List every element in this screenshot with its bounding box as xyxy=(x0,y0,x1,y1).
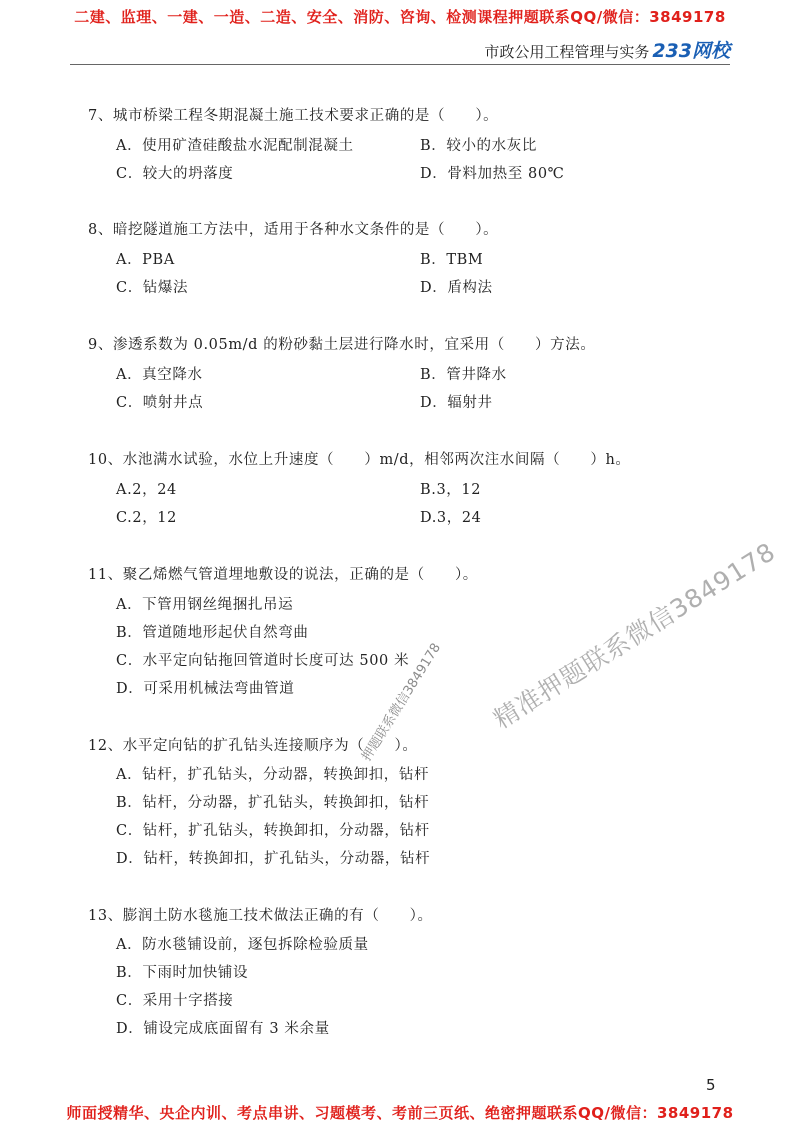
question-stem: 9、渗透系数为 0.05m/d 的粉砂黏土层进行降水时，宜采用（ ）方法。 xyxy=(88,337,596,353)
option-b: B．管道随地形起伏自然弯曲 xyxy=(116,625,309,641)
option-b: B．钻杆，分动器，扩孔钻头，转换卸扣，钻杆 xyxy=(116,795,430,811)
option-c: C．较大的坍落度 xyxy=(116,166,234,182)
option-d: D．钻杆，转换卸扣，扩孔钻头，分动器，钻杆 xyxy=(116,851,431,867)
option-b: B.3，12 xyxy=(420,482,482,498)
watermark-small: 押题联系微信3849178 xyxy=(359,640,445,764)
option-c: C．水平定向钻拖回管道时长度可达 500 米 xyxy=(116,653,410,669)
option-d: D.3，24 xyxy=(420,510,482,526)
question-stem: 7、城市桥梁工程冬期混凝土施工技术要求正确的是（ ）。 xyxy=(88,108,499,124)
option-a: A．真空降水 xyxy=(116,367,203,383)
option-d: D．可采用机械法弯曲管道 xyxy=(116,681,295,697)
option-c: C．喷射井点 xyxy=(116,395,204,411)
question-stem: 12、水平定向钻的扩孔钻头连接顺序为（ ）。 xyxy=(88,738,418,754)
option-d: D．骨料加热至 80℃ xyxy=(420,166,565,182)
option-a: A.2，24 xyxy=(116,482,177,498)
question-stem: 13、膨润土防水毯施工技术做法正确的有（ ）。 xyxy=(88,908,433,924)
brand-logo: 233网校 xyxy=(652,40,730,62)
watermark-large: 精准押题联系微信3849178 xyxy=(488,536,781,735)
promo-banner-top: 二建、监理、一建、一造、二造、安全、消防、咨询、检测课程押题联系QQ/微信：3849178 xyxy=(74,8,726,26)
option-c: C.2，12 xyxy=(116,510,177,526)
option-b: B．较小的水灰比 xyxy=(420,138,537,154)
page-header xyxy=(0,36,730,63)
option-d: D．铺设完成底面留有 3 米余量 xyxy=(116,1021,330,1037)
option-d: D．辐射井 xyxy=(420,395,493,411)
option-b: B．下雨时加快铺设 xyxy=(116,965,249,981)
subject-title: 市政公用工程管理与实务 xyxy=(484,43,650,61)
option-b: B．TBM xyxy=(420,252,484,268)
option-a: A．使用矿渣硅酸盐水泥配制混凝土 xyxy=(116,138,354,154)
promo-banner-bottom: 师面授精华、央企内训、考点串讲、习题模考、考前三页纸、绝密押题联系QQ/微信：3849178 xyxy=(66,1104,734,1122)
option-a: A．防水毯铺设前，逐包拆除检验质量 xyxy=(116,937,369,953)
option-b: B．管井降水 xyxy=(420,367,507,383)
option-c: C．钻爆法 xyxy=(116,280,189,296)
option-a: A．PBA xyxy=(116,252,175,268)
option-a: A．钻杆，扩孔钻头，分动器，转换卸扣，钻杆 xyxy=(116,767,430,783)
option-c: C．钻杆，扩孔钻头，转换卸扣，分动器，钻杆 xyxy=(116,823,430,839)
header-divider xyxy=(70,64,730,65)
page-number: 5 xyxy=(706,1076,716,1094)
option-c: C．采用十字搭接 xyxy=(116,993,234,1009)
option-d: D．盾构法 xyxy=(420,280,493,296)
option-a: A．下管用钢丝绳捆扎吊运 xyxy=(116,597,294,613)
question-stem: 8、暗挖隧道施工方法中，适用于各种水文条件的是（ ）。 xyxy=(88,222,499,238)
question-stem: 11、聚乙烯燃气管道埋地敷设的说法，正确的是（ ）。 xyxy=(88,567,478,583)
question-stem: 10、水池满水试验，水位上升速度（ ）m/d，相邻两次注水间隔（ ）h。 xyxy=(88,452,631,468)
